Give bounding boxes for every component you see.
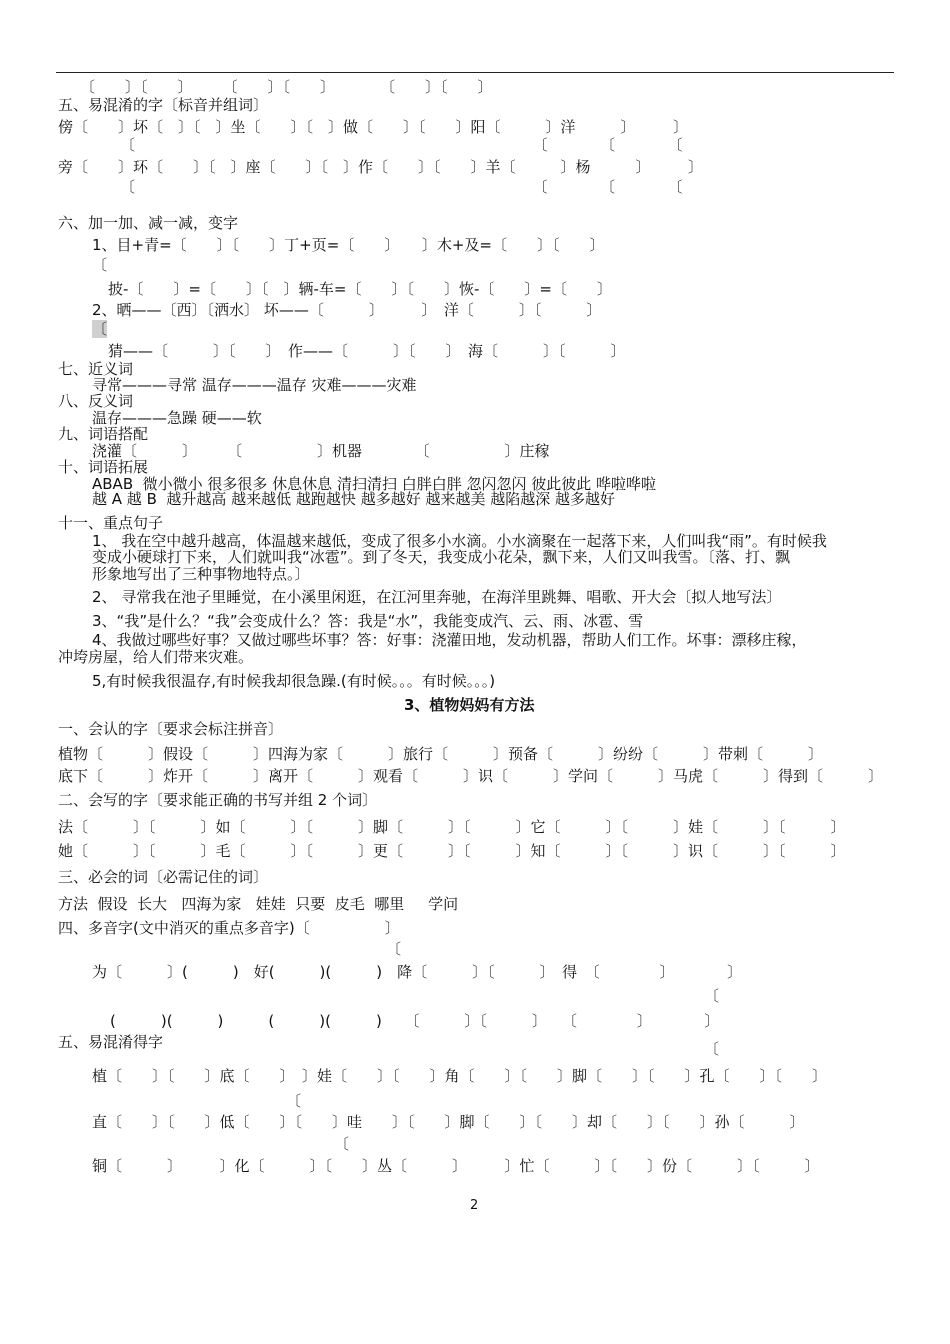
section-9-title: 九、词语搭配 [58,425,149,443]
confusable-row-3: 铜〔 〕 〕化〔 〕〔 〕丛〔 〕 〕忙〔 〕〔 〕份〔 〕〔 〕 [92,1157,820,1175]
lesson-section-1-title: 一、会认的字〔要求会标注拼音〕 [58,720,284,738]
key-sentence-5: 5,有时候我很温存,有时候我却很急躁.(有时候。。。有时候。。。) [92,672,496,690]
polyphone-row-1: 为〔 〕( ) 好( )( ) 降〔 〕〔 〕 得 〔 〕 〕 [92,963,743,981]
confusable-bracket-3: 〔 [334,1135,350,1153]
section-5-row-1: 傍〔 〕坏〔 〕〔 〕坐〔 〕〔 〕做〔 〕〔 〕阳〔 〕洋 〕 〕 [58,118,689,136]
confusable-row-2: 直〔 〕〔 〕低〔 〕〔 〕哇 〕〔 〕脚〔 〕〔 〕却〔 〕〔 〕孙〔 〕 [92,1113,805,1131]
section-6-item-2-line-2: 猜——〔 〕〔 〕 作——〔 〕〔 〕 海〔 〕〔 〕 [108,342,626,360]
previous-section-tail: 〔 〕〔 〕 〔 〕〔 〕 〔 〕〔 〕 [80,78,493,96]
confusable-bracket-1: 〔 [704,1040,720,1058]
header-rule [56,72,894,73]
section-11-title: 十一、重点句子 [58,514,164,532]
must-know-words: 方法 假设 长大 四海为家 娃娃 只要 皮毛 哪里 学问 [58,895,459,913]
lesson-section-4-title: 四、多音字(文中消灭的重点多音字)〔 〕 [58,919,400,937]
recognize-chars-row-2: 底下〔 〕炸开〔 〕离开〔 〕观看〔 〕识〔 〕学问〔 〕马虎〔 〕得到〔 〕 [58,767,884,785]
polyphone-row-2: ( )( ) ( )( ) 〔 〕〔 〕 〔 〕 〕 [110,1012,720,1030]
page-number: 2 [470,1198,479,1213]
write-chars-row-2: 她〔 〕〔 〕毛〔 〕〔 〕更〔 〕〔 〕知〔 〕〔 〕识〔 〕〔 〕 [58,842,846,860]
lesson-title: 3、植物妈妈有方法 [404,696,535,714]
section-5-row-2: 旁〔 〕环〔 〕〔 〕座〔 〕〔 〕作〔 〕〔 〕羊〔 〕杨 〕 〕 [58,158,704,176]
section-5-row-2-brackets: 〔 〔 〔 〔 [120,178,683,196]
recognize-chars-row-1: 植物〔 〕假设〔 〕四海为家〔 〕旅行〔 〕预备〔 〕纷纷〔 〕带刺〔 〕 [58,745,824,763]
key-sentence-3: 3、“我”是什么？“我”会变成什么？答：我是“水”，我能变成汽、云、雨、冰雹、雪 [92,612,644,630]
confusable-row-1: 植〔 〕〔 〕底〔 〕 〕娃〔 〕〔 〕角〔 〕〔 〕脚〔 〕〔 〕孔〔 〕〔 〕 [92,1067,828,1085]
confusable-bracket-2: 〔 [286,1092,302,1110]
section-5-title: 五、易混淆的字〔标音并组词〕 [58,96,269,114]
polyphone-bracket-1: 〔 [386,940,402,958]
section-7-title: 七、近义词 [58,360,134,378]
section-6-item-1: 1、目+青=〔 〕〔 〕丁+页=〔 〕 〕木+及=〔 〕〔 〕 [92,236,605,254]
section-6-title: 六、加一加、减一减，变字 [58,214,239,232]
section-6-item-1-line-2: 披-〔 〕=〔 〕〔 〕辆-车=〔 〕〔 〕恢-〔 〕=〔 〕 [108,280,612,298]
key-sentence-2: 2、 寻常我在池子里睡觉，在小溪里闲逛，在江河里奔驰，在海洋里跳舞、唱歌、开大会〔拟人地写法〕 [92,588,782,606]
section-10-title: 十、词语拓展 [58,458,149,476]
polyphone-bracket-2: 〔 [704,987,720,1005]
collocation-text: 浇灌〔 〕 〔 〕机器 〔 〕庄稼 [92,442,550,460]
section-6-item-2-bracket: 〔 [92,320,108,338]
write-chars-row-1: 法〔 〕〔 〕如〔 〕〔 〕脚〔 〕〔 〕它〔 〕〔 〕娃〔 〕〔 〕 [58,818,846,836]
key-sentence-4-line-1: 4、我做过哪些好事？又做过哪些坏事？答：好事：浇灌田地，发动机器，帮助人们工作。坏事：漂移庄稼， [92,631,807,649]
key-sentence-1-line-1: 1、 我在空中越升越高，体温越来越低，变成了很多小水滴。小水滴聚在一起落下来，人们叫我“雨”。有时候我 [92,532,827,550]
section-6-item-1-bracket: 〔 [92,256,108,274]
word-expansion-row-2: 越 A 越 B 越升越高 越来越低 越跑越快 越多越好 越来越美 越陷越深 越多越好 [92,490,616,508]
section-6-item-2: 2、晒——〔西〕〔洒水〕 坏——〔 〕 〕 洋〔 〕〔 〕 [92,301,602,319]
key-sentence-4-line-2: 冲垮房屋，给人们带来灾难。 [58,648,254,666]
key-sentence-1-line-3: 形象地写出了三种事物地特点。〕 [92,565,310,583]
synonyms-text: 寻常———寻常 温存———温存 灾难———灾难 [92,376,417,394]
lesson-section-3-title: 三、必会的词〔必需记住的词〕 [58,868,269,886]
section-5-row-1-brackets: 〔 〔 〔 〔 [120,136,683,154]
lesson-section-5-title: 五、易混淆得字 [58,1033,164,1051]
antonyms-text: 温存———急躁 硬——软 [92,409,262,427]
lesson-section-2-title: 二、会写的字〔要求能正确的书写并组 2 个词〕 [58,791,378,809]
section-8-title: 八、反义词 [58,392,134,410]
key-sentence-1-line-2: 变成小硬球打下来，人们就叫我“冰雹”。到了冬天，我变成小花朵，飘下来，人们又叫我雪。〔落、打、飘 [92,548,791,566]
word-expansion-row-1: ABAB 微小微小 很多很多 休息休息 清扫清扫 白胖白胖 忽闪忽闪 彼此彼此 哗啦哗啦 [92,475,657,493]
